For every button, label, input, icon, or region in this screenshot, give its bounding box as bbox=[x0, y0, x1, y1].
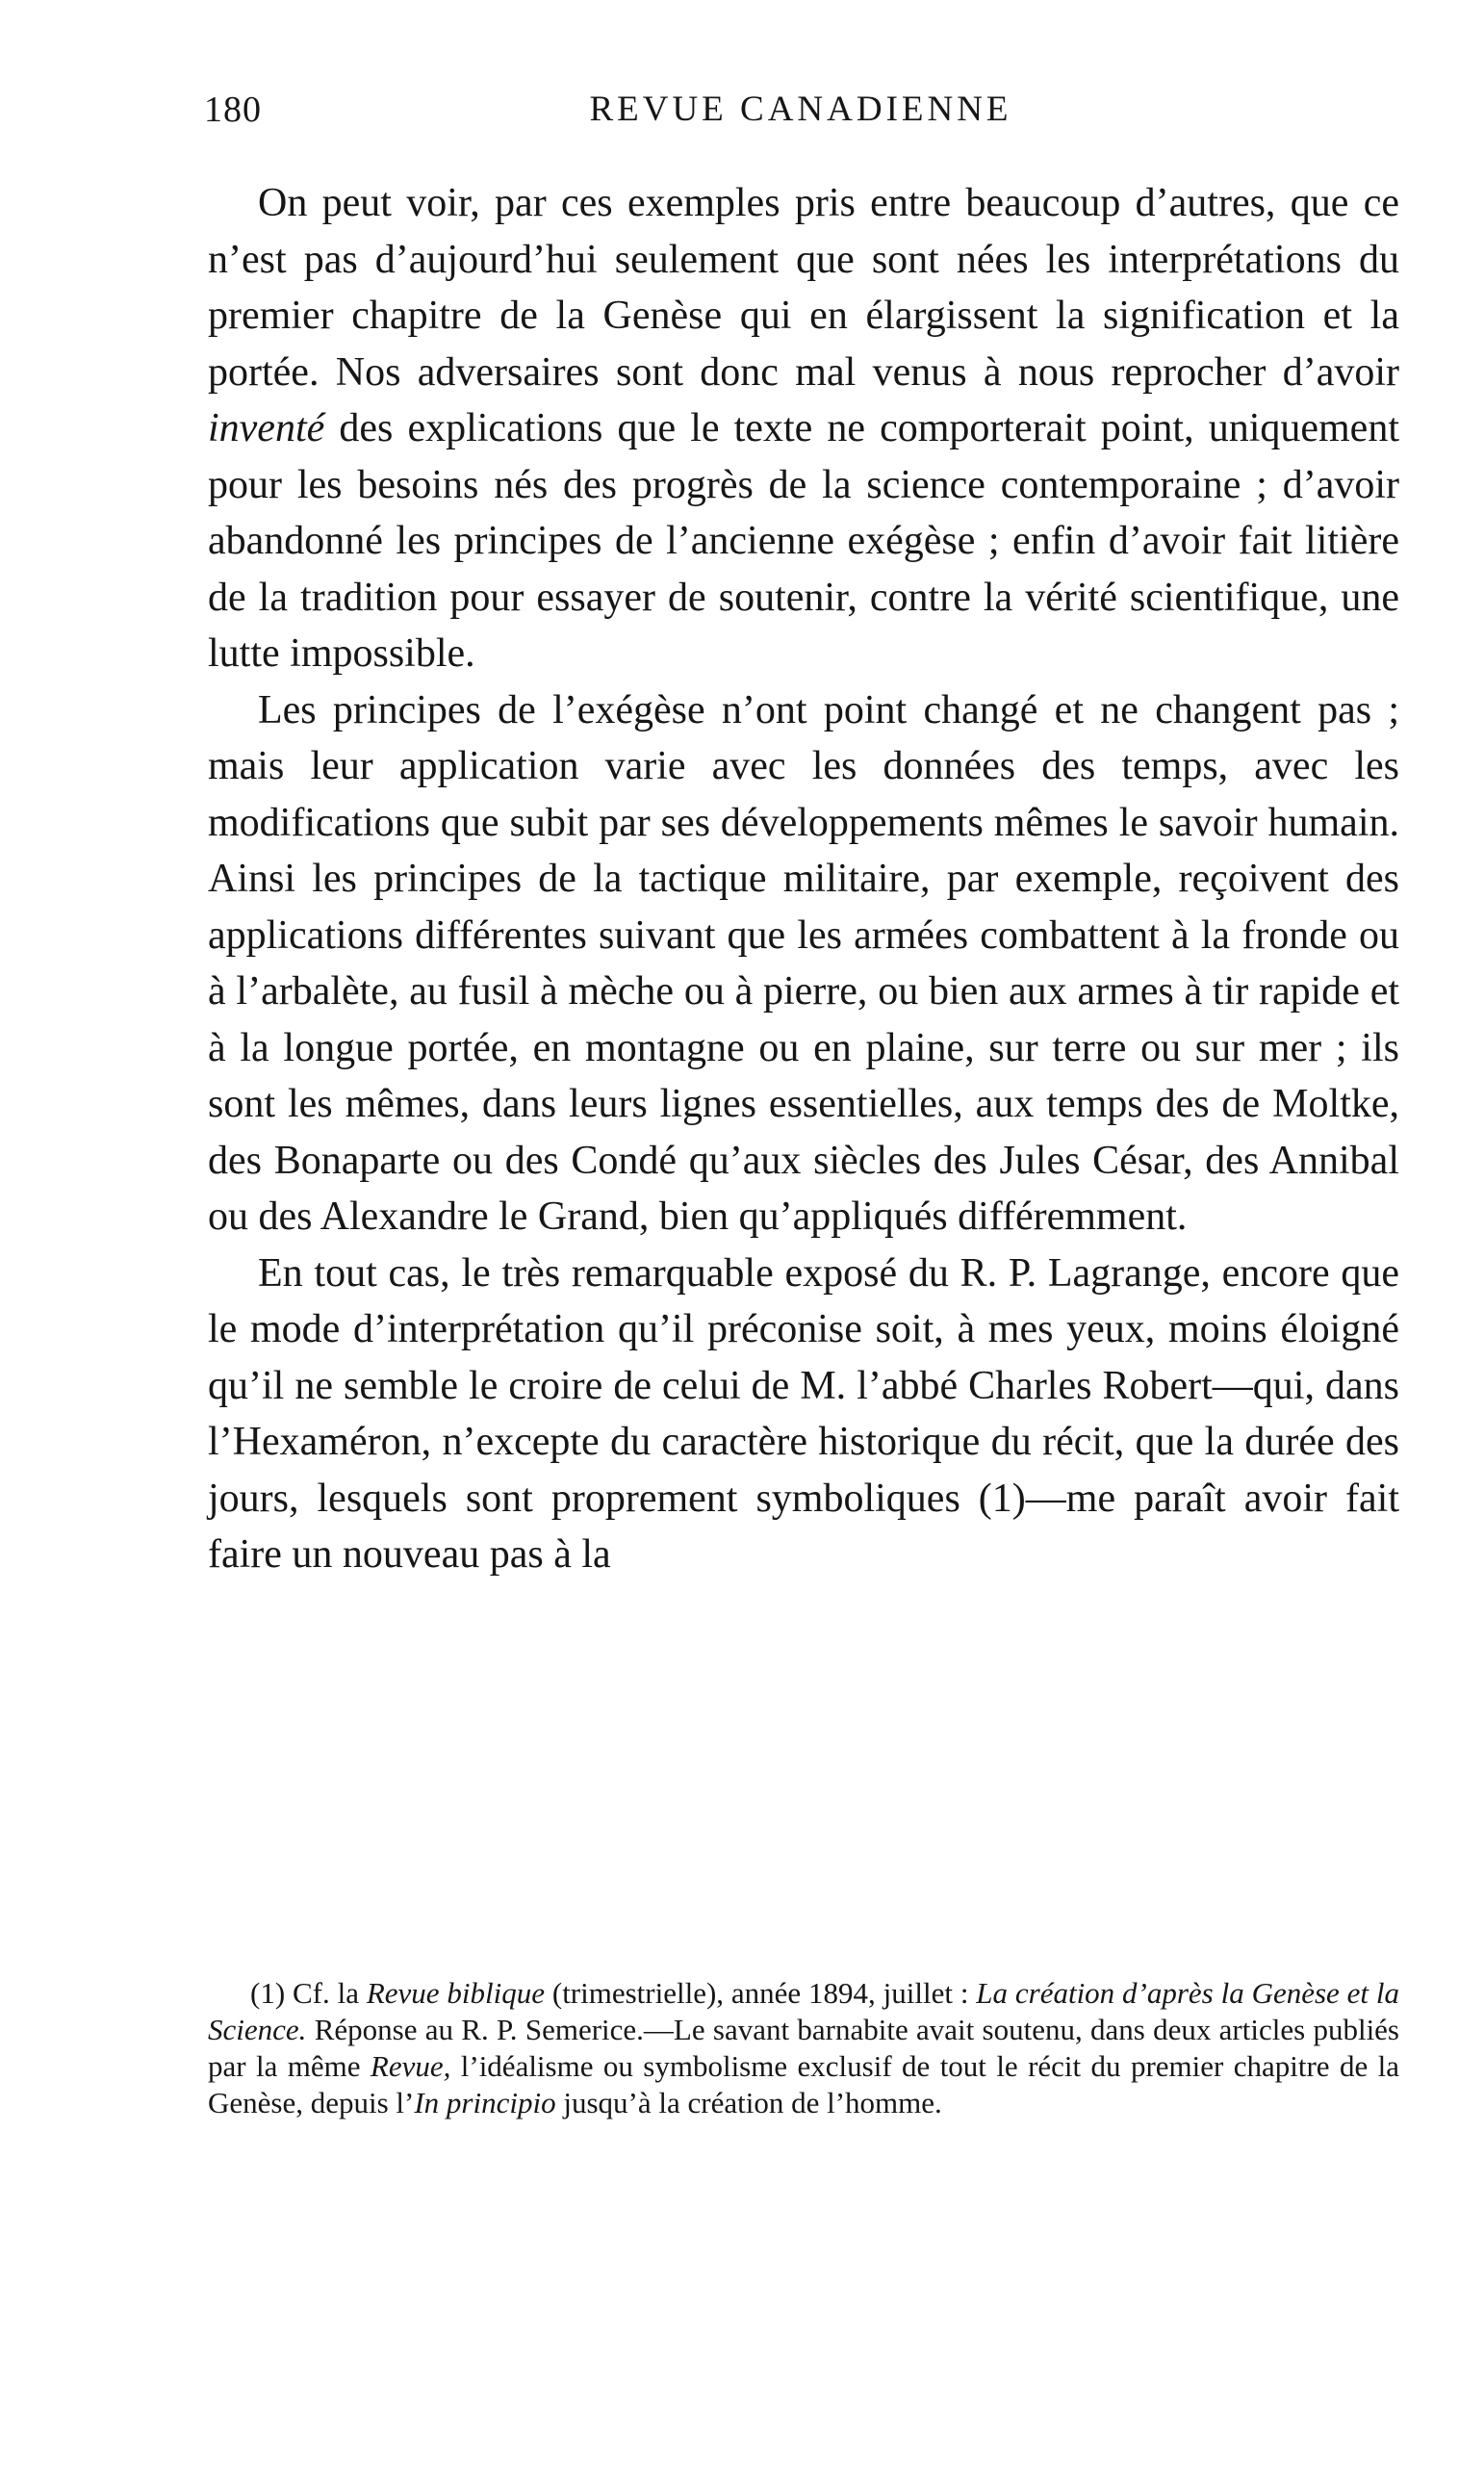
footnote-1 bbox=[208, 1975, 1399, 2121]
running-head bbox=[204, 89, 1397, 146]
journal-title: REVUE CANADIENNE bbox=[589, 90, 1012, 129]
paragraph-2-text: Les principes de l’exégèse n’ont point changé et ne changent pas ; mais leur application varie avec les données des temps, avec les modifications que subit par ses développements mêmes le savoir humain. Ainsi les principes de la tactique militaire, par exemple, reçoivent des applications différentes suivant que les armées combattent à la fronde ou à l’arbalète, au fusil à mèche ou à pierre, ou bien aux armes à tir rapide et à la longue portée, en montagne ou en plaine, sur terre ou sur mer ; ils sont les mêmes, dans leurs lignes essentielles, aux temps des de Moltke, des Bonaparte ou des Condé qu’aux siècles des Jules César, des Annibal ou des Alexandre le Grand, bien qu’appliqués différemment. bbox=[208, 687, 1399, 1239]
page-number: 180 bbox=[204, 90, 262, 130]
paragraph-1 bbox=[208, 175, 1399, 682]
paragraph-1-italic: inventé bbox=[208, 406, 325, 450]
footnote-italic-4: In principio bbox=[414, 2086, 556, 2119]
footnote-part-4: l’idéalisme ou symbolisme exclusif de tout le récit du premier chapitre de la Genèse, depuis l’ bbox=[208, 2049, 1399, 2119]
paragraph-1-text-after: des explications que le texte ne comporterait point, uniquement pour les besoins nés des progrès de la science contemporaine ; d’avoir abandonné les principes de l’ancienne exégèse ; enfin d’avoir fait litière de la tradition pour essayer de soutenir, contre la vérité scientifique, une lutte impossible. bbox=[208, 406, 1399, 676]
paragraph-1-text: On peut voir, par ces exemples pris entre beaucoup d’autres, que ce n’est pas d’aujourd’hui seulement que sont nées les interprétations du premier chapitre de la Genèse qui en élargissent la signification et la portée. Nos adversaires sont donc mal venus à nous reprocher d’avoir bbox=[208, 181, 1399, 395]
paragraph-3-text: En tout cas, le très remarquable exposé du R. P. Lagrange, encore que le mode d’interprétation qu’il préconise soit, à mes yeux, moins éloigné qu’il ne semble le croire de celui de M. l’abbé Charles Robert—qui, dans l’Hexaméron, n’excepte du caractère historique du récit, que la durée des jours, lesquels sont proprement symboliques (1)—me paraît avoir fait faire un nouveau pas à la bbox=[208, 1250, 1399, 1577]
footnote-italic-1: Revue biblique bbox=[366, 1976, 546, 2010]
body-text bbox=[208, 175, 1399, 1583]
footnote-part-2: (trimestrielle), année 1894, juillet : bbox=[545, 1976, 977, 2010]
paragraph-3 bbox=[208, 1246, 1399, 1583]
footnotes bbox=[208, 1975, 1399, 2121]
paragraph-2 bbox=[208, 682, 1399, 1246]
footnote-italic-2: La création d’après la Genèse et la Science. bbox=[208, 1976, 1399, 2046]
footnote-part-1: (1) Cf. la bbox=[250, 1976, 367, 2010]
footnote-italic-3: Revue, bbox=[370, 2049, 451, 2083]
footnote-part-5: jusqu’à la création de l’homme. bbox=[555, 2086, 942, 2119]
footnote-part-3: Réponse au R. P. Semerice.—Le savant barnabite avait soutenu, dans deux articles publiés par la même bbox=[208, 2013, 1399, 2083]
